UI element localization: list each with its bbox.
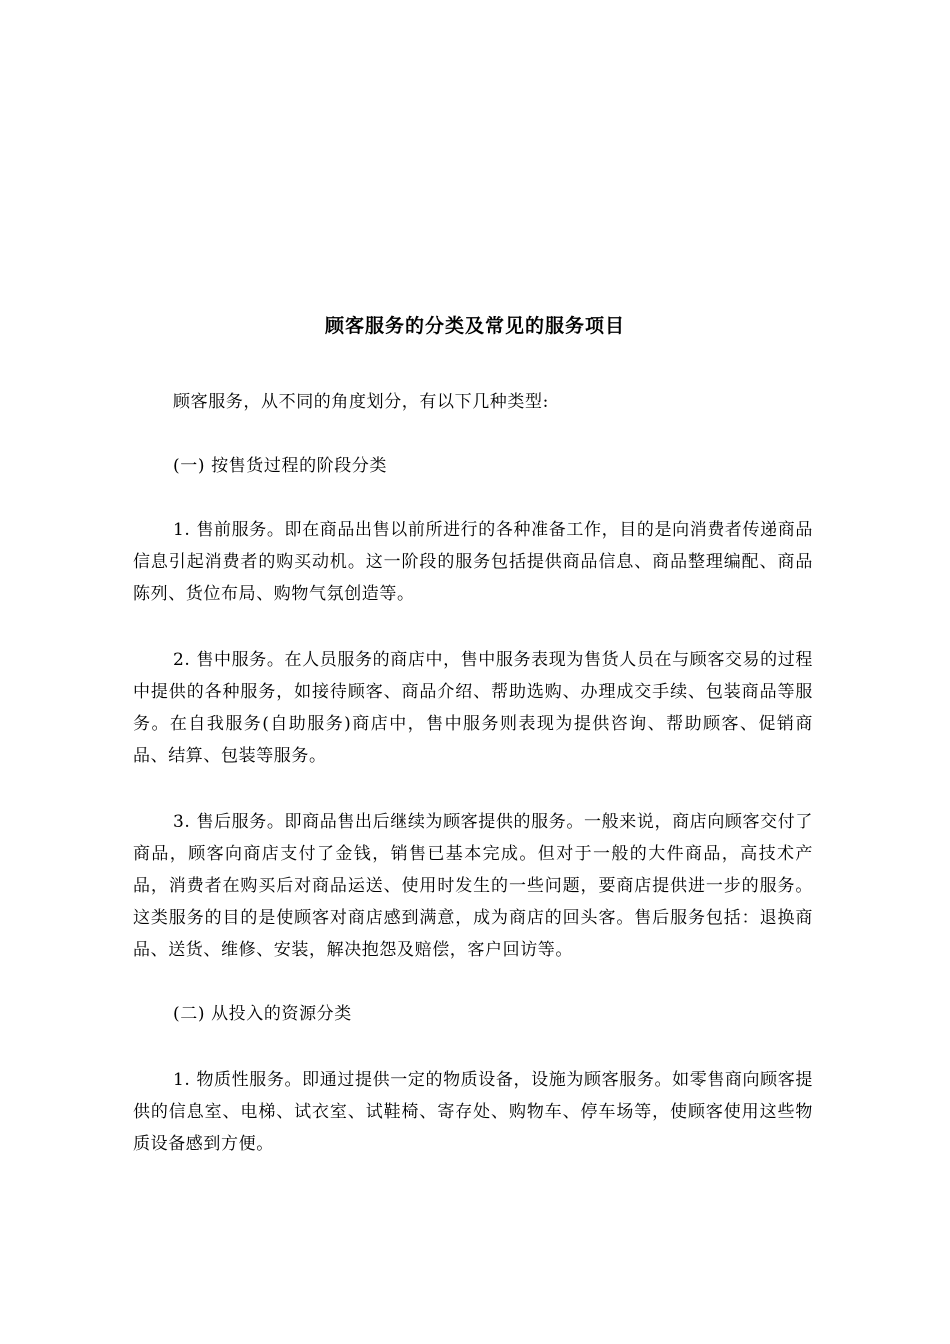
paragraph-aftersale: 3. 售后服务。即商品售出后继续为顾客提供的服务。一般来说，商店向顾客交付了商品，顾客向商店支付了金钱，销售已基本完成。但对于一般的大件商品，高技术产品，消费者在购买后对商品运送、使用时发生的一些问题，要商店提供进一步的服务。这类服务的目的是使顾客对商店感到满意，成为商店的回头客。售后服务包括：退换商品、送货、维修、安装，解决抱怨及赔偿，客户回访等。 [133,812,813,960]
paragraph-presale: 1. 售前服务。即在商品出售以前所进行的各种准备工作，目的是向消费者传递商品信息引起消费者的购买动机。这一阶段的服务包括提供商品信息、商品整理编配、商品陈列、货位布局、购物气氛创造等。 [133,520,813,604]
paragraph-material-service: 1. 物质性服务。即通过提供一定的物质设备，设施为顾客服务。如零售商向顾客提供的信息室、电梯、试衣室、试鞋椅、寄存处、购物车、停车场等，使顾客使用这些物质设备感到方便。 [133,1070,813,1154]
paragraph-insale: 2. 售中服务。在人员服务的商店中，售中服务表现为售货人员在与顾客交易的过程中提供的各种服务，如接待顾客、商品介绍、帮助选购、办理成交手续、包装商品等服务。在自我服务(自助服务)商店中，售中服务则表现为提供咨询、帮助顾客、促销商品、结算、包装等服务。 [133,650,813,766]
section-heading-stage: (一) 按售货过程的阶段分类 [173,456,388,476]
section-heading-resource: (二) 从投入的资源分类 [173,1004,352,1024]
document-title: 顾客服务的分类及常见的服务项目 [324,315,625,337]
intro-paragraph: 顾客服务，从不同的角度划分，有以下几种类型: [173,392,549,412]
